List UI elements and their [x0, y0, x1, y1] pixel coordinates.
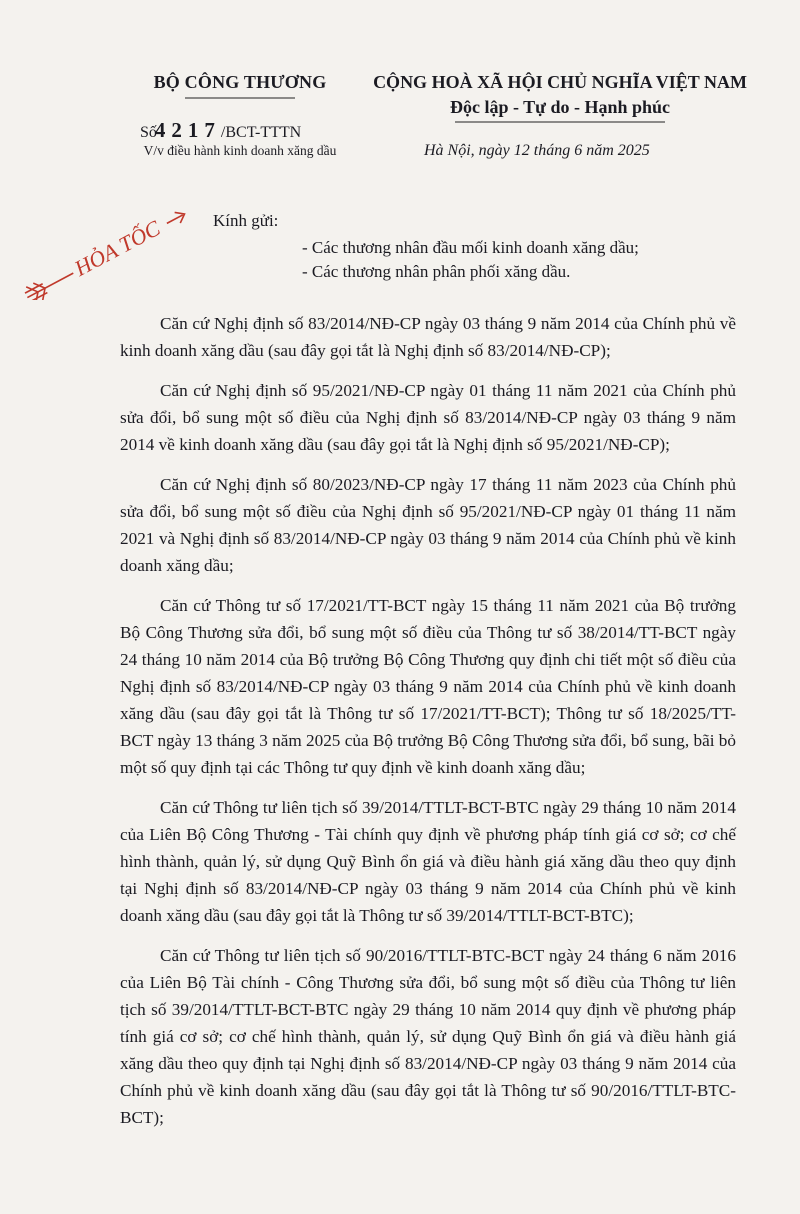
recipient-item: - Các thương nhân phân phối xăng dầu. [302, 262, 571, 281]
legal-basis-paragraph: Căn cứ Thông tư liên tịch số 39/2014/TTLT-BCT-BTC ngày 29 tháng 10 năm 2014 của Liên Bộ Công Thương - Tài chính quy định về phương pháp tính giá cơ sở; cơ chế hình thành, quản lý, sử dụng Quỹ Bình ổn giá và điều hành giá xăng dầu theo quy định tại Nghị định số 83/2014/NĐ-CP ngày 03 tháng 9 năm 2014 của Chính phủ về kinh doanh xăng dầu (sau đây gọi tắt là Thông tư số 39/2014/TTLT-BCT-BTC); [120, 798, 736, 925]
legal-basis-paragraph: Căn cứ Nghị định số 80/2023/NĐ-CP ngày 17 tháng 11 năm 2023 của Chính phủ sửa đổi, bổ sung một số điều của Nghị định số 95/2021/NĐ-CP ngày 01 tháng 11 năm 2021 và Nghị định số 83/2014/NĐ-CP ngày 03 tháng 9 năm 2014 của Chính phủ về kinh doanh xăng dầu; [120, 475, 736, 575]
issue-date: Hà Nội, ngày 12 tháng 6 năm 2025 [424, 142, 650, 159]
doc-number-prefix: Số [140, 124, 157, 141]
ministry-underline [185, 96, 295, 100]
nation-title: CỘNG HOÀ XÃ HỘI CHỦ NGHĨA VIỆT NAM [373, 72, 747, 92]
legal-basis-paragraph: Căn cứ Nghị định số 95/2021/NĐ-CP ngày 01 tháng 11 năm 2021 của Chính phủ sửa đổi, bổ sung một số điều của Nghị định số 83/2014/NĐ-CP ngày 03 tháng 9 năm 2014 về kinh doanh xăng dầu (sau đây gọi tắt là Nghị định số 95/2021/NĐ-CP); [120, 381, 736, 454]
urgent-stamp [6, 200, 196, 300]
document-subject: V/v điều hành kinh doanh xăng dầu [143, 143, 337, 158]
document-body [120, 310, 736, 1144]
recipients-label: Kính gửi: [213, 211, 279, 230]
issuer-block [110, 72, 370, 100]
legal-basis-paragraph: Căn cứ Thông tư liên tịch số 90/2016/TTLT-BTC-BCT ngày 24 tháng 6 năm 2016 của Liên Bộ Tài chính - Công Thương sửa đổi, bổ sung một số điều của Thông tư liên tịch số 39/2014/TTLT-BCT-BTC ngày 29 tháng 10 năm 2014 quy định về phương pháp tính giá cơ sở; cơ chế hình thành, quản lý, sử dụng Quỹ Bình ổn giá và điều hành giá xăng dầu theo quy định tại Nghị định số 83/2014/NĐ-CP ngày 03 tháng 9 năm 2014 của Chính phủ về kinh doanh xăng dầu (sau đây gọi tắt là Thông tư số 90/2016/TTLT-BTC-BCT); [120, 946, 736, 1127]
recipient-item: - Các thương nhân đầu mối kinh doanh xăng dầu; [302, 238, 639, 257]
legal-basis-paragraph: Căn cứ Nghị định số 83/2014/NĐ-CP ngày 03 tháng 9 năm 2014 của Chính phủ về kinh doanh xăng dầu (sau đây gọi tắt là Nghị định số 83/2014/NĐ-CP); [120, 314, 736, 360]
legal-basis-paragraph: Căn cứ Thông tư số 17/2021/TT-BCT ngày 15 tháng 11 năm 2021 của Bộ trưởng Bộ Công Thương sửa đổi, bổ sung một số điều của Thông tư số 38/2014/TT-BCT ngày 24 tháng 10 năm 2014 của Bộ trưởng Bộ Công Thương quy định chi tiết một số điều của Nghị định số 83/2014/NĐ-CP ngày 03 tháng 9 năm 2014 của Chính phủ về kinh doanh xăng dầu (sau đây gọi tắt là Thông tư số 17/2021/TT-BCT); Thông tư số 18/2025/TT-BCT ngày 13 tháng 3 năm 2025 của Bộ trưởng Bộ Công Thương sửa đổi, bổ sung, bãi bỏ một số quy định tại các Thông tư quy định về kinh doanh xăng dầu; [120, 596, 736, 777]
doc-number-suffix: /BCT-TTTN [220, 124, 302, 141]
national-heading [370, 72, 750, 124]
doc-number-handwritten: 4217 [154, 118, 221, 142]
issuing-ministry: BỘ CÔNG THƯƠNG [153, 72, 327, 92]
urgent-stamp-icon [6, 200, 196, 300]
svg-text:HỎA TỐC: HỎA TỐC [70, 215, 165, 281]
document-number [140, 118, 370, 143]
national-motto: Độc lập - Tự do - Hạnh phúc [449, 97, 671, 117]
motto-underline [455, 120, 665, 124]
